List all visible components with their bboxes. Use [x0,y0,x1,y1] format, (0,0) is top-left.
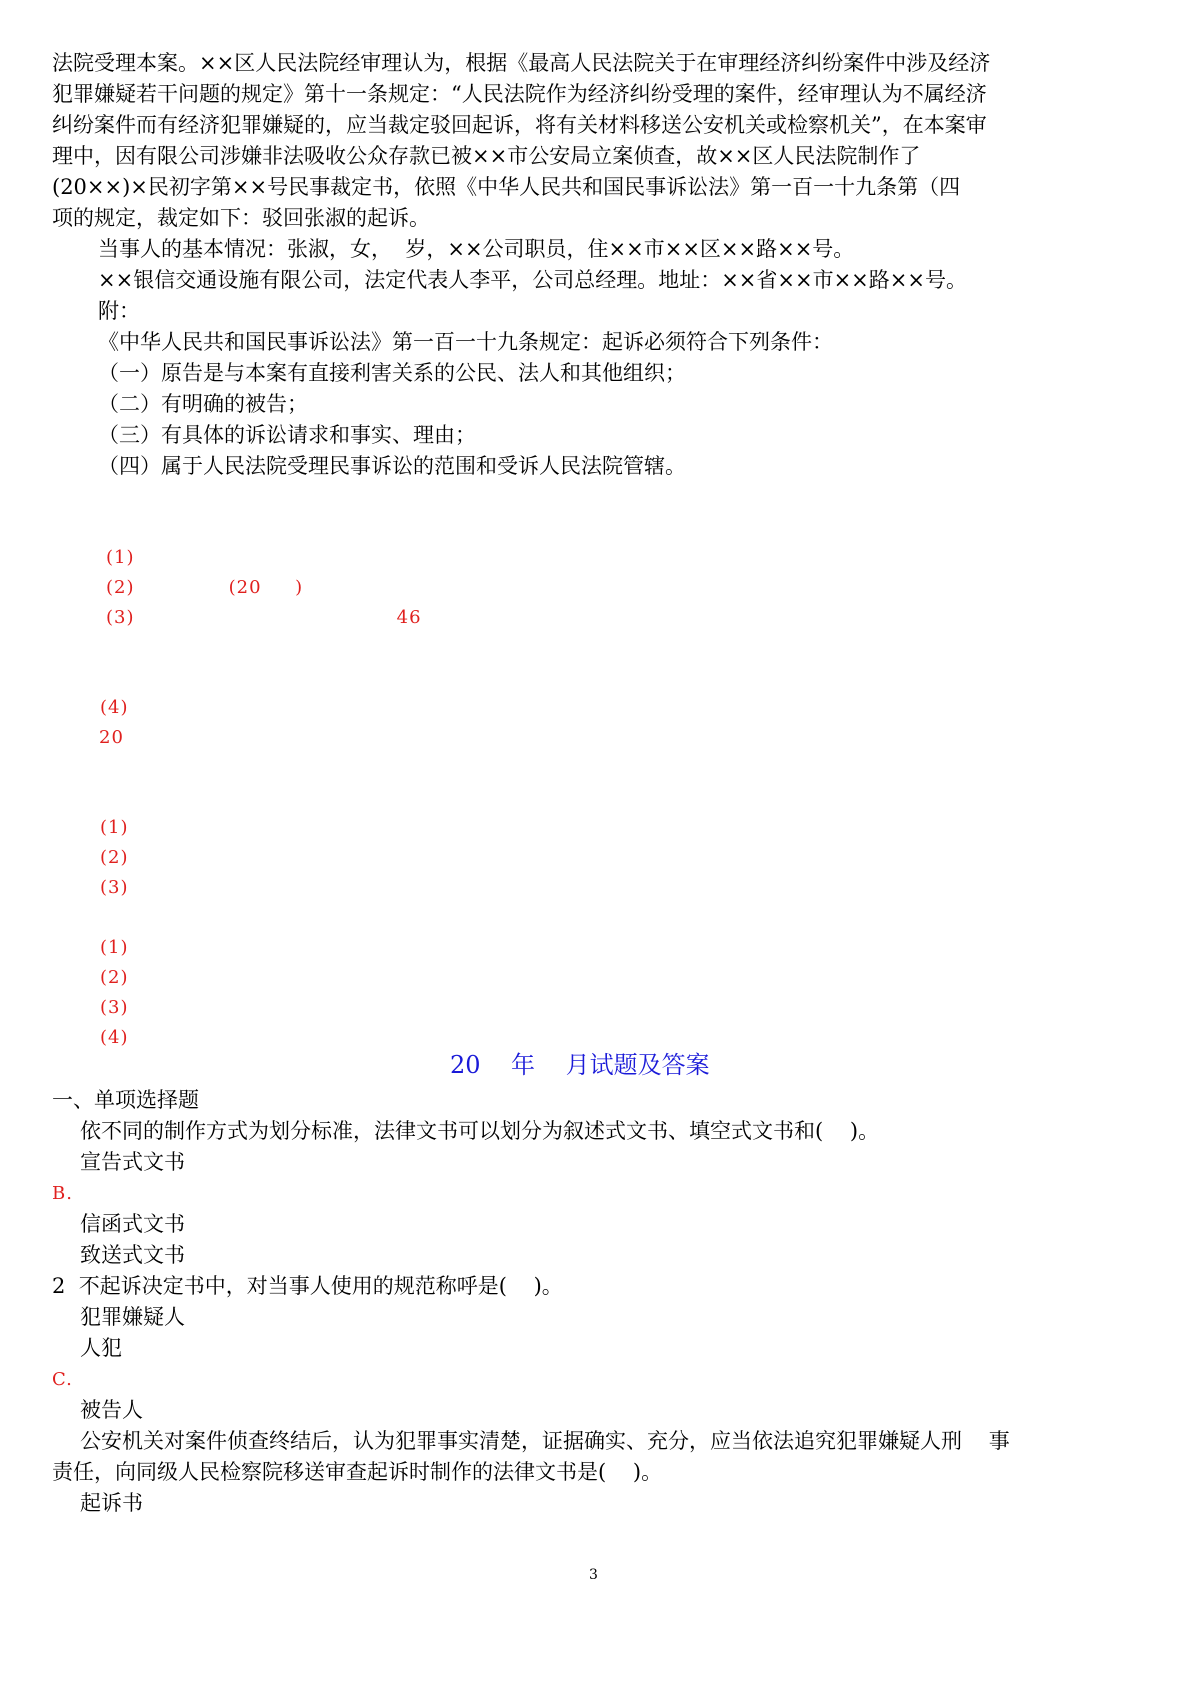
body-line: 纠纷案件而有经济犯罪嫌疑的，应当裁定驳回起诉，将有关材料移送公安机关或检察机关”，在本案审 [52,113,987,137]
exam-line: 致送式文书 [80,1243,185,1267]
body-line: 犯罪嫌疑若干问题的规定》第十一条规定：“人民法院作为经济纠纷受理的案件，经审理认为不属经济 [52,82,987,106]
exam-line: 起诉书 [80,1491,143,1515]
exam-line: 人犯 [80,1336,122,1360]
exam-answer-marker: B. [52,1183,73,1204]
exam-line: 一、单项选择题 [52,1088,199,1112]
exam-answer-marker: C. [52,1369,73,1390]
section-heading: 20 年 月试题及答案 [450,1051,710,1079]
red-annotation-line: (4) [100,697,129,718]
body-line: 项的规定，裁定如下：驳回张淑的起诉。 [52,206,430,230]
red-annotation-line: (2) [100,847,129,868]
body-line: （三）有具体的诉讼请求和事实、理由； [98,423,476,447]
red-annotation-line: (3) [100,877,129,898]
body-line: ××银信交通设施有限公司，法定代表人李平，公司总经理。地址：××省××市××路××号。 [98,268,967,292]
red-annotation-line: 20 [52,727,124,748]
body-line: （一）原告是与本案有直接利害关系的公民、法人和其他组织； [98,361,686,385]
red-annotation-line: (1) [106,547,135,568]
exam-line: 责任，向同级人民检察院移送审查起诉时制作的法律文书是( )。 [52,1460,663,1484]
body-line: 法院受理本案。××区人民法院经审理认为，根据《最高人民法院关于在审理经济纠纷案件中涉及经济 [52,51,991,75]
exam-line: 宣告式文书 [80,1150,185,1174]
exam-line: 犯罪嫌疑人 [80,1305,185,1329]
red-annotation-line: (2) [100,967,129,988]
body-line: （二）有明确的被告； [98,392,308,416]
exam-line: 公安机关对案件侦查终结后，认为犯罪事实清楚，证据确实、充分，应当依法追究犯罪嫌疑人刑 事 [80,1429,1010,1453]
page-number: 3 [589,1567,598,1583]
red-annotation-line: (1) [100,817,129,838]
exam-line: 信函式文书 [80,1212,185,1236]
exam-line: 被告人 [80,1398,143,1422]
red-annotation-line: (4) [100,1027,129,1048]
red-annotation-line: (1) [100,937,129,958]
body-line: 理中，因有限公司涉嫌非法吸收公众存款已被××市公安局立案侦查，故××区人民法院制作了 [52,144,921,168]
red-annotation-line: (3) 46 [106,607,422,628]
body-line: 《中华人民共和国民事诉讼法》第一百一十九条规定：起诉必须符合下列条件： [98,330,833,354]
body-line: （四）属于人民法院受理民事诉讼的范围和受诉人民法院管辖。 [98,454,686,478]
body-line: 当事人的基本情况：张淑，女， 岁，××公司职员，住××市××区××路××号。 [98,237,855,261]
exam-line: 依不同的制作方式为划分标准，法律文书可以划分为叙述式文书、填空式文书和( )。 [80,1119,880,1143]
red-annotation-line: (3) [100,997,129,1018]
red-annotation-line: (2) (20 ) [106,577,304,598]
body-line: (20××)×民初字第××号民事裁定书，依照《中华人民共和国民事诉讼法》第一百一十九条第（四 [52,175,961,199]
exam-line: 2 不起诉决定书中，对当事人使用的规范称呼是( )。 [52,1274,563,1298]
body-line: 附： [98,299,140,323]
